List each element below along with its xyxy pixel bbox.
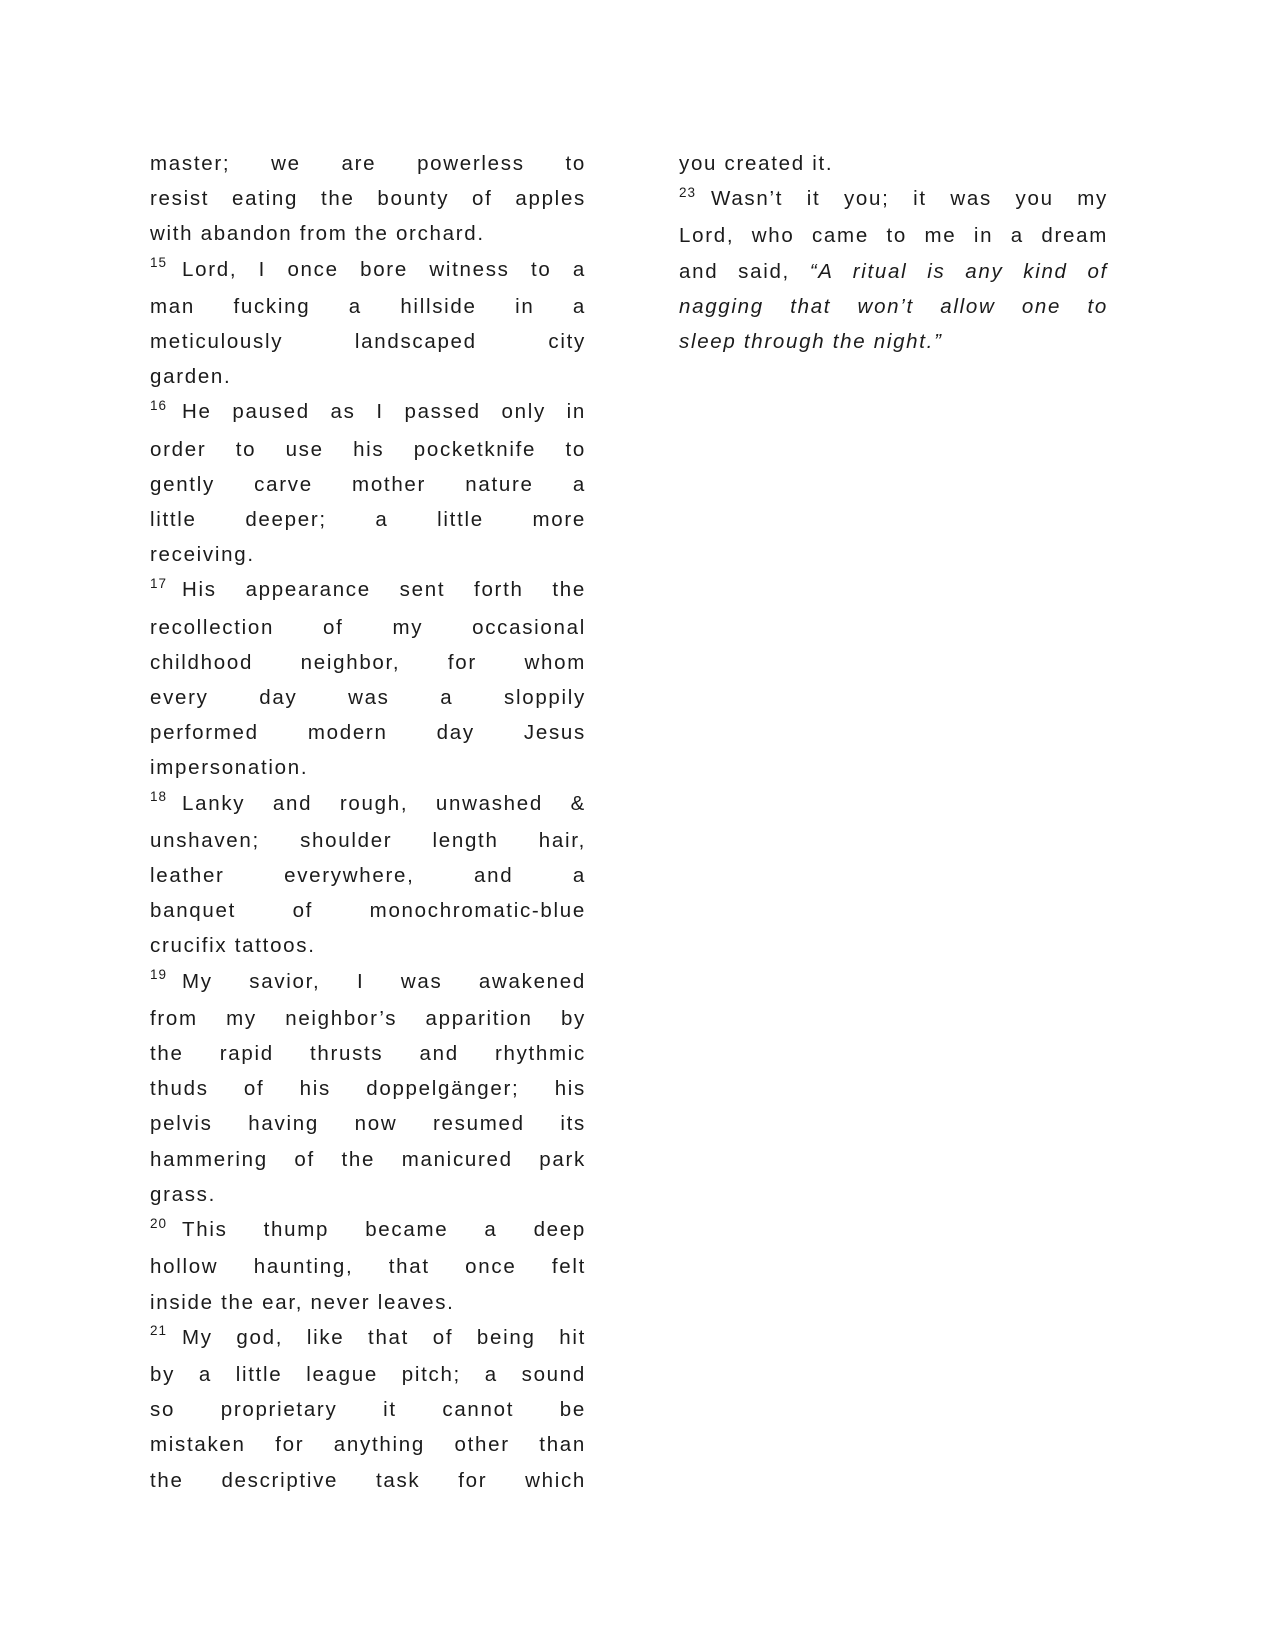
verse-text: with abandon from the orchard. [150,222,485,246]
verse-text: garden. [150,365,232,389]
text-column-left [150,146,586,1498]
verse-text: resist eating the bounty of apples [150,187,586,211]
verse-text: performed modern day Jesus [150,721,586,745]
verse-number: 17 [150,575,168,591]
text-line [150,289,586,324]
text-line [150,1285,586,1320]
verse-text: His appearance sent forth the [182,578,586,602]
verse-text: the descriptive task for which [150,1468,586,1492]
verse-text: thuds of his doppelgänger; his [150,1077,586,1101]
text-line [679,146,1108,181]
verse-number: 18 [150,789,168,805]
text-line [679,324,1108,359]
text-line [150,1106,586,1141]
verse-text: little deeper; a little more [150,508,586,532]
verse-text: crucifix tattoos. [150,934,316,958]
text-line [150,680,586,715]
text-line [150,572,586,609]
verse-text: grass. [150,1182,217,1206]
verse-text: Lord, who came to me in a dream [679,224,1108,248]
text-line [150,715,586,750]
text-line [150,394,586,431]
text-line [150,928,586,963]
text-line [150,786,586,823]
text-line [150,146,586,181]
column-layout [150,146,1108,1498]
verse-text: Wasn’t it you; it was you my [711,187,1108,211]
text-line [150,1071,586,1106]
verse-text: inside the ear, never leaves. [150,1290,455,1314]
verse-number: 20 [150,1215,168,1231]
text-line [150,432,586,467]
verse-number: 21 [150,1323,168,1339]
text-line [150,537,586,572]
text-line [150,359,586,394]
verse-text: and said, [679,259,810,283]
text-line [679,218,1108,253]
text-line [150,1142,586,1177]
verse-text: hollow haunting, that once felt [150,1255,586,1279]
text-line [150,823,586,858]
verse-text: every day was a sloppily [150,686,586,710]
text-line [679,254,1108,289]
text-line [150,252,586,289]
verse-text: impersonation. [150,756,309,780]
text-line [150,1036,586,1071]
text-line [679,289,1108,324]
verse-text: unshaven; shoulder length hair, [150,828,586,852]
text-line [150,216,586,251]
text-line [150,181,586,216]
text-line [150,1177,586,1212]
verse-number: 23 [679,184,697,200]
verse-text: meticulously landscaped city [150,330,586,354]
text-column-right [679,146,1108,359]
text-line [150,1357,586,1392]
text-line [150,1392,586,1427]
text-line [150,964,586,1001]
verse-text: This thump became a deep [182,1218,586,1242]
verse-text: Lanky and rough, unwashed & [182,791,586,815]
text-line [150,610,586,645]
verse-text: recollection of my occasional [150,615,586,639]
verse-number: 16 [150,397,168,413]
text-line [150,1001,586,1036]
text-line [150,1249,586,1284]
verse-text-italic: “A ritual is any kind of [809,259,1108,283]
verse-text: hammering of the manicured park [150,1147,586,1171]
verse-text: order to use his pocketknife to [150,437,586,461]
text-line [150,324,586,359]
text-line [150,502,586,537]
verse-text: by a little league pitch; a sound [150,1362,586,1386]
verse-text: childhood neighbor, for whom [150,650,586,674]
text-line [150,893,586,928]
text-line [150,858,586,893]
verse-text: mistaken for anything other than [150,1433,586,1457]
text-line [150,1463,586,1498]
text-line [150,1320,586,1357]
verse-text: pelvis having now resumed its [150,1112,586,1136]
verse-text: gently carve mother nature a [150,472,586,496]
verse-text: master; we are powerless to [150,152,586,175]
verse-number: 19 [150,967,168,983]
text-line [679,181,1108,218]
verse-text: My savior, I was awakened [182,969,586,993]
text-line [150,467,586,502]
verse-text: banquet of monochromatic-blue [150,899,586,923]
verse-text: so proprietary it cannot be [150,1398,586,1422]
text-line [150,645,586,680]
verse-text: He paused as I passed only in [182,400,586,424]
text-line [150,750,586,785]
verse-text: leather everywhere, and a [150,864,586,888]
text-line [150,1427,586,1462]
verse-text: My god, like that of being hit [182,1325,586,1349]
verse-text: receiving. [150,543,255,567]
verse-text: man fucking a hillside in a [150,294,586,318]
verse-number: 15 [150,255,168,271]
verse-text-italic: sleep through the night.” [679,330,943,354]
verse-text: from my neighbor’s apparition by [150,1006,586,1030]
verse-text: Lord, I once bore witness to a [182,257,586,281]
verse-text-italic: nagging that won’t allow one to [679,294,1108,318]
verse-text: you created it. [679,152,834,175]
verse-text: the rapid thrusts and rhythmic [150,1042,586,1066]
text-line [150,1212,586,1249]
